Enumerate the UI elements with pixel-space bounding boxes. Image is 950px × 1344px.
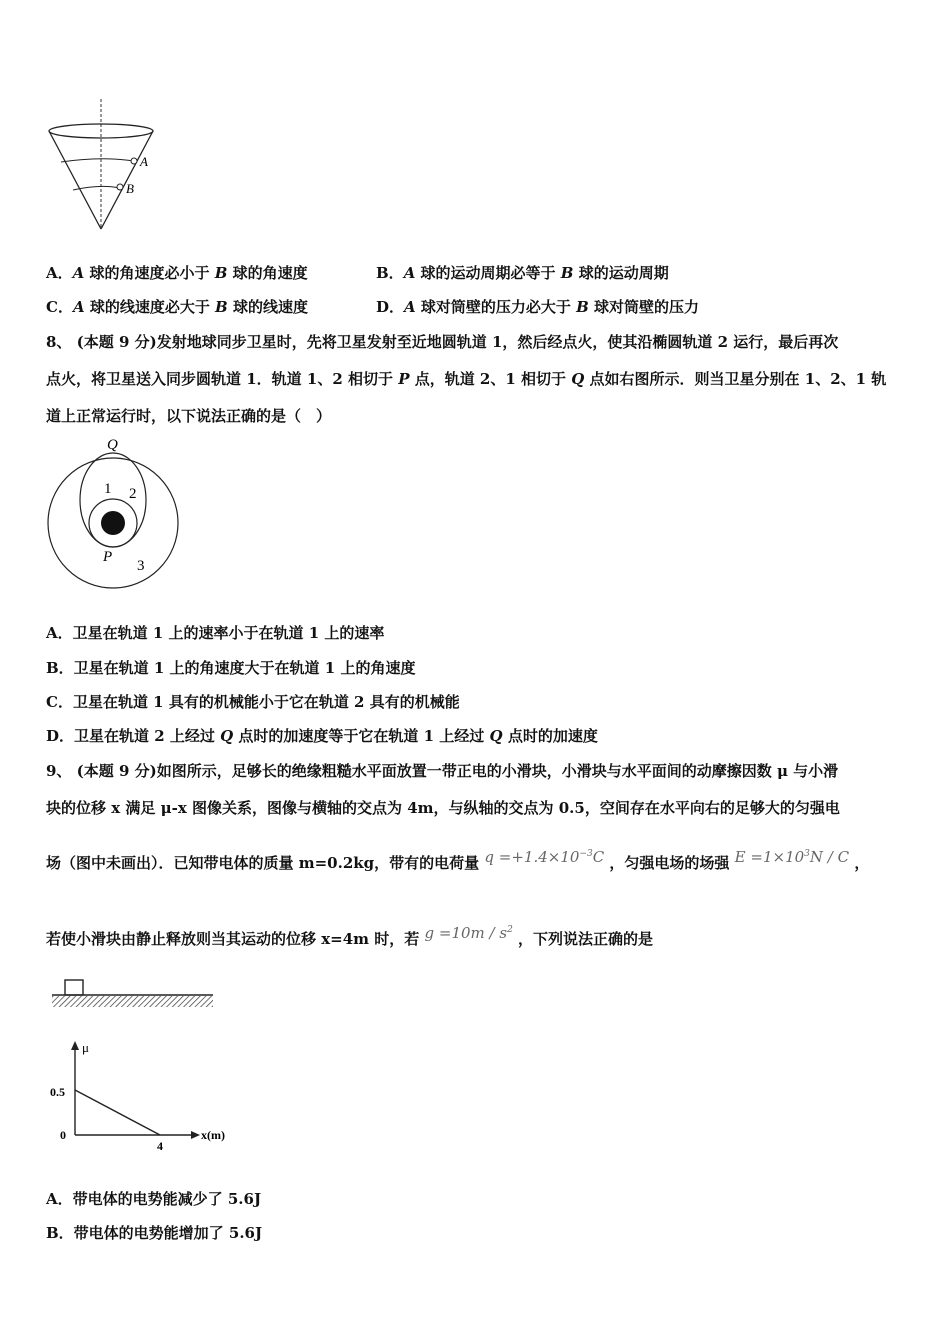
y-axis-label: μ xyxy=(82,1040,89,1055)
ball-b xyxy=(117,184,123,190)
q9-stem-line4: 若使小滑块由静止释放则当其运动的位移 x=4m 时，若 $g =10m / s^2$ ，下列说法正确的是 xyxy=(46,924,654,948)
q7-option-a[interactable]: A．A 球的角速度必小于 B 球的角速度 xyxy=(46,264,308,282)
x-axis-arrow xyxy=(191,1131,200,1139)
q9-option-a[interactable]: A．带电体的电势能减少了 5.6J xyxy=(46,1190,262,1208)
field-formula: $E =1\times 10^3N / C$ xyxy=(734,848,850,866)
x-axis-label: x(m) xyxy=(201,1128,225,1142)
q8-stem-line2: 点火，将卫星送入同步圆轨道 1．轨道 1、2 相切于 P 点，轨道 2、1 相切于 Q 点如右图所示．则当卫星分别在 1、2、1 轨 xyxy=(46,370,887,388)
q7-option-b[interactable]: B．A 球的运动周期必等于 B 球的运动周期 xyxy=(376,264,669,282)
q9-stem-line2: 块的位移 x 满足 μ-x 图像关系，图像与横轴的交点为 4m，与纵轴的交点为 0.5，空间存在水平向右的足够大的匀强电 xyxy=(46,799,840,817)
q7-option-c[interactable]: C．A 球的线速度必大于 B 球的线速度 xyxy=(46,298,308,316)
g-formula: $g =10m / s^2$ xyxy=(424,924,513,942)
q8-option-c[interactable]: C．卫星在轨道 1 具有的机械能小于它在轨道 2 具有的机械能 xyxy=(46,693,460,711)
q7-option-d[interactable]: D．A 球对筒壁的压力必大于 B 球对筒壁的压力 xyxy=(376,298,700,316)
q8-stem-line3: 道上正常运行时，以下说法正确的是（ ） xyxy=(46,407,332,425)
orbit-figure xyxy=(40,432,190,592)
label-p: P xyxy=(103,549,113,565)
cone-left-wall xyxy=(49,131,101,229)
label-2: 2 xyxy=(129,486,137,502)
q8-stem-line1: 8、 (本题 9 分)发射地球同步卫星时，先将卫星发射至近地圆轨道 1，然后经点火，使其沿椭圆轨道 2 运行，最后再次 xyxy=(46,333,839,351)
surface-figure xyxy=(50,976,220,1012)
orbit-a xyxy=(61,159,133,162)
q8-option-b[interactable]: B．卫星在轨道 1 上的角速度大于在轨道 1 上的角速度 xyxy=(46,659,416,677)
label-1: 1 xyxy=(104,481,112,497)
ball-a xyxy=(131,158,137,164)
slider-block xyxy=(65,980,83,995)
x-tick-label: 4 xyxy=(157,1139,163,1153)
surface-hatch xyxy=(52,996,213,1007)
earth xyxy=(101,511,125,535)
cone-figure xyxy=(40,95,170,245)
q9-stem-line3: 场（图中未画出）．已知带电体的质量 m=0.2kg，带有的电荷量 $q =+1.4\times 10^{-3}C$ ，匀强电场的场强 $E =1\times 10^3N / C$ ， xyxy=(46,848,870,872)
origin-label: 0 xyxy=(60,1128,66,1142)
q9-stem-line1: 9、 (本题 9 分)如图所示，足够长的绝缘粗糙水平面放置一带正电的小滑块，小滑块与水平面间的动摩擦因数 μ 与小滑 xyxy=(46,762,839,780)
label-3: 3 xyxy=(137,558,145,574)
y-axis-arrow xyxy=(71,1041,79,1050)
label-a: A xyxy=(140,154,148,169)
q8-option-d[interactable]: D．卫星在轨道 2 上经过 Q 点时的加速度等于它在轨道 1 上经过 Q 点时的加速度 xyxy=(46,727,598,745)
y-tick-label: 0.5 xyxy=(50,1085,65,1099)
charge-formula: $q =+1.4\times 10^{-3}C$ xyxy=(484,848,605,866)
cone-right-wall xyxy=(101,131,153,229)
mu-x-chart xyxy=(40,1035,240,1155)
q8-option-a[interactable]: A．卫星在轨道 1 上的速率小于在轨道 1 上的速率 xyxy=(46,624,385,642)
label-b: B xyxy=(126,181,134,196)
mu-series-line xyxy=(75,1090,160,1135)
label-q: Q xyxy=(107,437,118,453)
q9-option-b[interactable]: B．带电体的电势能增加了 5.6J xyxy=(46,1224,263,1242)
